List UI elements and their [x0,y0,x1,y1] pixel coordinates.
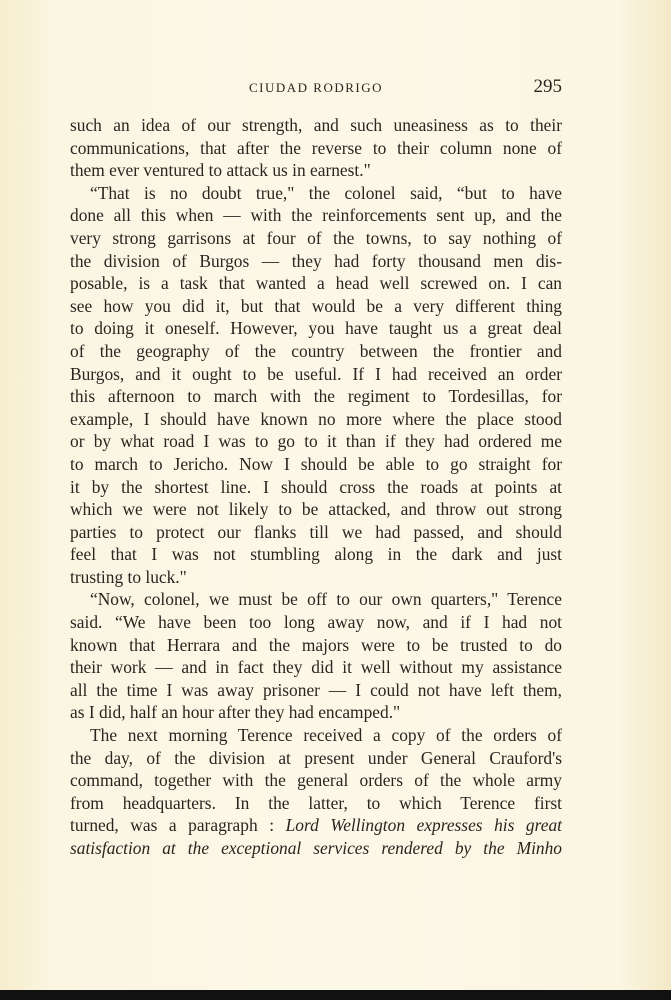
text-line: communications, that after the reverse to their column none of [70,137,562,158]
text-line: it by the shortest line. I should cross the roads at points at [70,476,562,497]
text-line: feel that I was not stumbling along in the dark and just [70,544,562,565]
text-line: of the geography of the country between the frontier and [70,340,562,361]
text-roman-run: turned, was a paragraph : [70,815,275,836]
text-line: example, I should have known no more where the place stood [70,408,562,429]
paragraph-first-line: “That is no doubt true," the colonel said, “but to have [90,182,562,203]
running-title: CIUDAD RODRIGO [248,80,384,95]
body-text [70,114,562,860]
text-line: posable, is a task that wanted a head well screwed on. I can [70,273,562,294]
text-line: done all this when — with the reinforcements sent up, and the [70,205,562,226]
running-head [70,76,562,100]
text-line: to march to Jericho. Now I should be able to go straight for [70,453,562,474]
text-line: them ever ventured to attack us in earnest." [70,160,371,181]
text-line-italic [70,837,562,860]
text-line: as I did, half an hour after they had encamped." [70,702,401,723]
text-line: such an idea of our strength, and such uneasiness as to their [70,115,562,135]
text-italic-run: satisfaction at the exceptional services rendered by the Minho [70,838,562,858]
text-line: very strong garrisons at four of the towns, to say nothing of [70,227,562,248]
text-line: the division of Burgos — they had forty thousand men dis- [70,250,562,271]
text-line: from headquarters. In the latter, to which Terence first [70,792,562,813]
paragraph-first-line: The next morning Terence received a copy of the orders of [90,725,562,746]
text-italic-run: Lord Wellington expresses his great [285,815,562,836]
text-line: known that Herrara and the majors were to be trusted to do [70,634,562,655]
text-line: their work — and in fact they did it well without my assistance [70,657,562,678]
page-bottom-edge [0,990,671,1000]
text-line: command, together with the general orders of the whole army [70,770,562,791]
text-line: this afternoon to march with the regiment to Tordesillas, for [70,386,562,407]
page-number: 295 [533,76,562,97]
text-line: Burgos, and it ought to be useful. If I had received an order [70,363,562,384]
text-line: the day, of the division at present under General Crauford's [70,747,562,768]
text-line-mixed [70,814,562,837]
text-line: all the time I was away prisoner — I could not have left them, [70,679,562,700]
text-line: parties to protect our flanks till we had passed, and should [70,521,562,542]
text-line: to doing it oneself. However, you have taught us a great deal [70,318,562,339]
text-line: see how you did it, but that would be a very different thing [70,295,562,316]
paragraph-first-line: “Now, colonel, we must be off to our own quarters," Terence [90,589,562,610]
text-line: said. “We have been too long away now, and if I had not [70,612,562,633]
text-line: or by what road I was to go to it than if they had ordered me [70,431,562,452]
text-line: trusting to luck." [70,566,187,587]
text-line: which we were not likely to be attacked, and throw out strong [70,499,562,520]
